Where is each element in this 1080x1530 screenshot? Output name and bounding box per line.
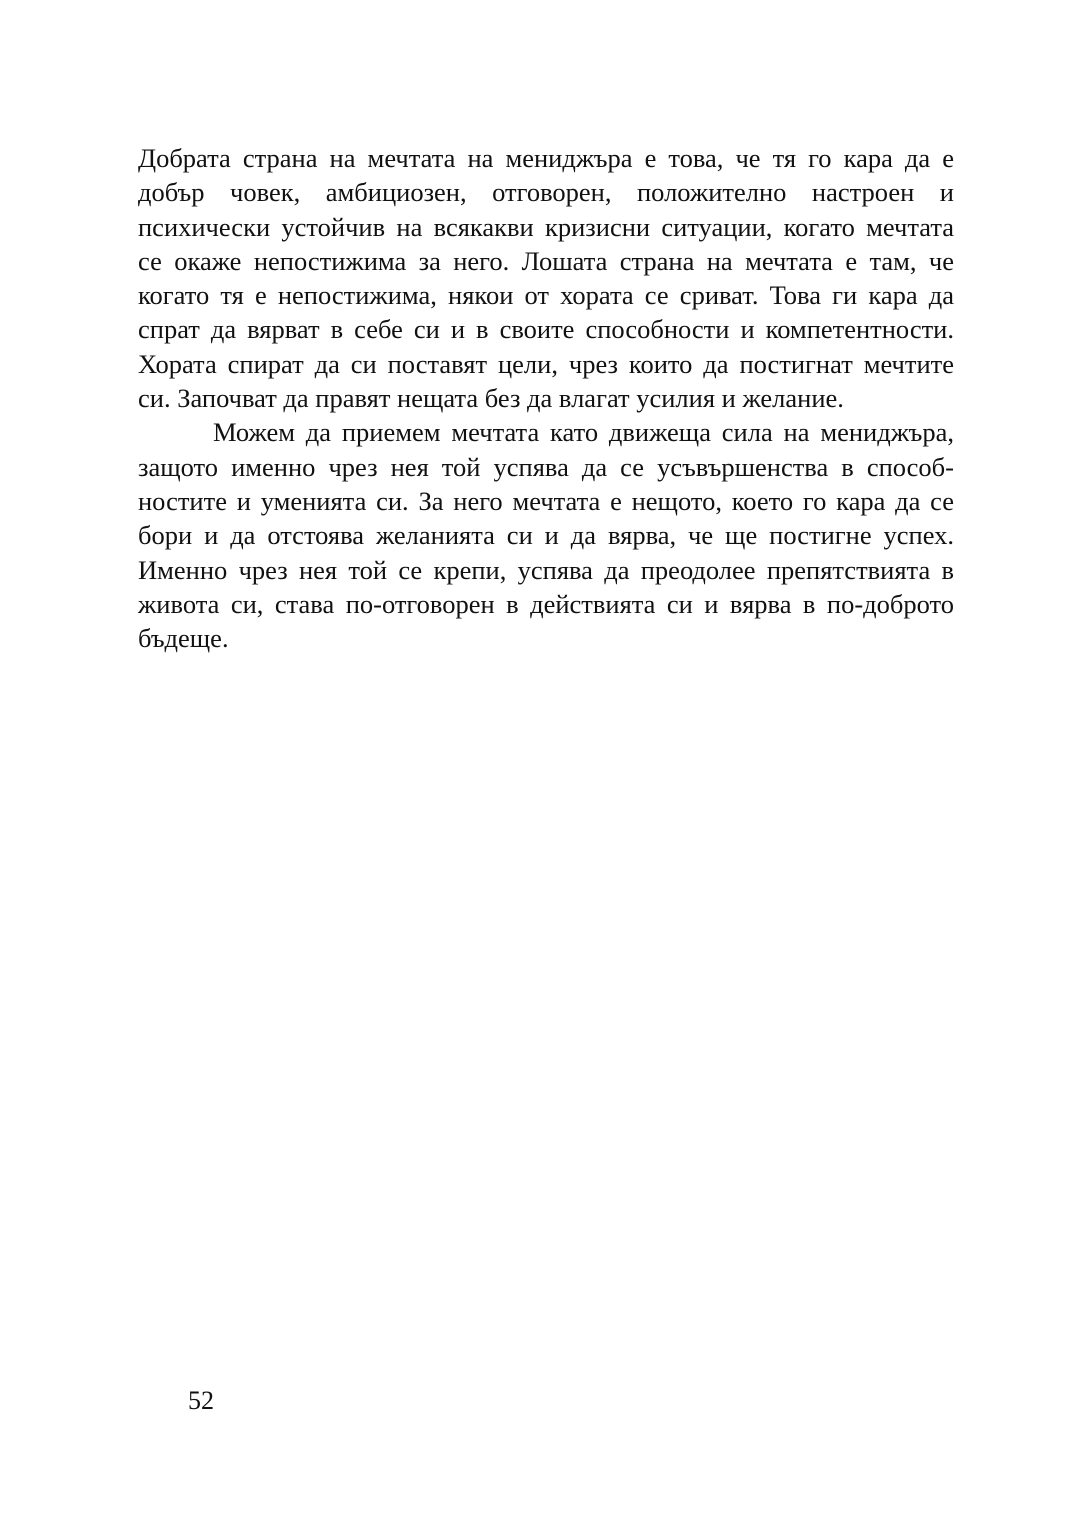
text-line: добър човек, амбициозен, отговорен, положително настроен и [138, 177, 954, 208]
paragraph-2 [138, 415, 954, 655]
text-line: се окаже непостижима за него. Лошата страна на мечтата е там, че [138, 245, 954, 276]
text-line: живота си, става по-отговорен в действията си и вярва в по-доброто [138, 588, 954, 619]
text-line: защото именно чрез нея той успява да се усъвършенства в способ- [138, 451, 954, 482]
text-line: спрат да вярват в себе си и в своите способности и компетентности. [138, 314, 954, 345]
text-line: Именно чрез нея той се крепи, успява да преодолее препятствията в [138, 554, 954, 585]
text-line: ностите и уменията си. За него мечтата е нещото, което го кара да се [138, 485, 954, 516]
text-line: когато тя е непостижима, някои от хората се сриват. Това ги кара да [138, 280, 954, 311]
text-line: бъдеще. [138, 623, 229, 654]
paragraph-1 [138, 141, 954, 415]
text-line: психически устойчив на всякакви кризисни ситуации, когато мечтата [138, 211, 954, 242]
body-text [138, 141, 954, 655]
page-number: 52 [188, 1386, 214, 1415]
text-line: Добрата страна на мечтата на мениджъра е това, че тя го кара да е [138, 143, 954, 173]
text-line: Можем да приемем мечтата като движеща сила на мениджъра, [213, 417, 954, 448]
text-line: бори и да отстоява желанията си и да вярва, че ще постигне успех. [138, 520, 954, 551]
text-line: си. Започват да правят нещата без да влагат усилия и желание. [138, 383, 844, 414]
text-line: Хората спират да си поставят цели, чрез които да постигнат мечтите [138, 348, 954, 379]
